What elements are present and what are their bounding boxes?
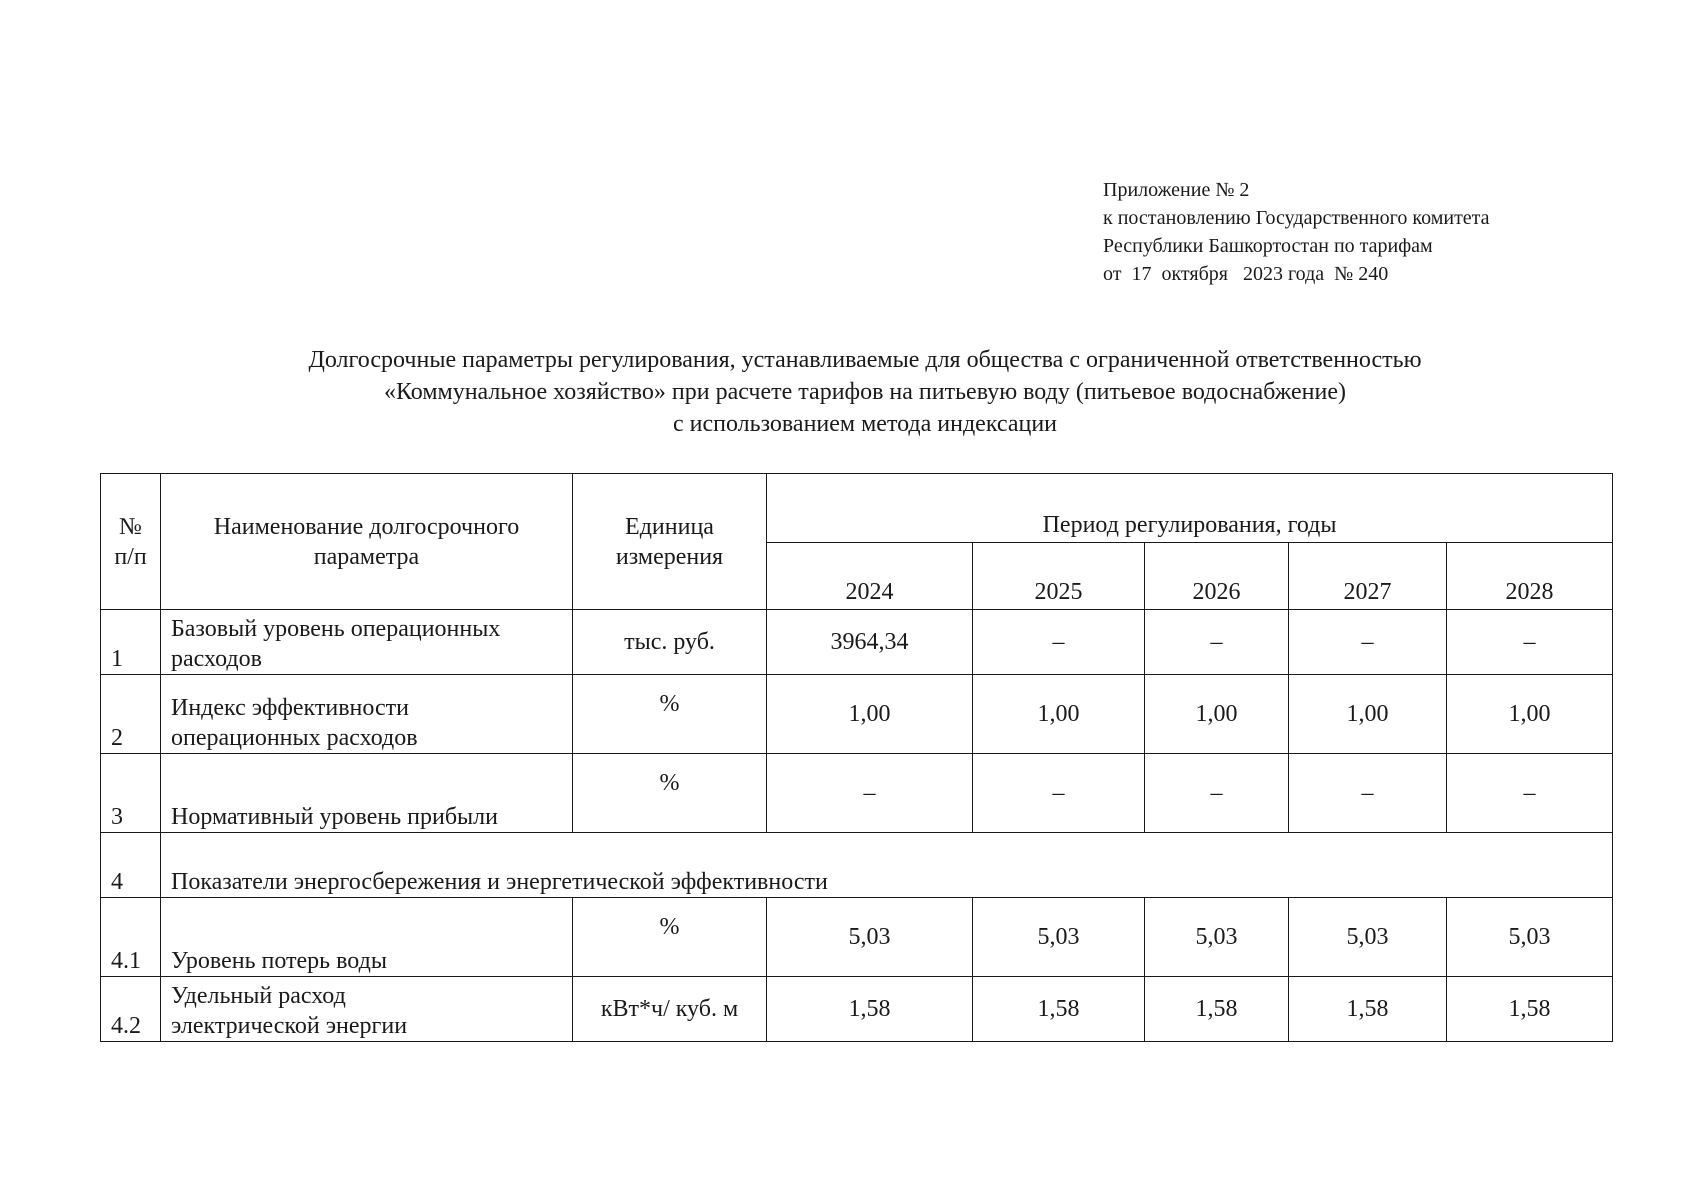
row-unit: % bbox=[573, 898, 767, 977]
row-parameter-name: Базовый уровень операционных расходов bbox=[161, 610, 573, 675]
header-year: 2026 bbox=[1145, 543, 1289, 610]
appendix-block bbox=[1103, 176, 1490, 288]
header-year: 2027 bbox=[1289, 543, 1447, 610]
row-value: 5,03 bbox=[1289, 898, 1447, 977]
header-year: 2024 bbox=[767, 543, 973, 610]
header-parameter-name: Наименование долгосрочного параметра bbox=[161, 474, 573, 610]
header-period: Период регулирования, годы bbox=[767, 474, 1613, 543]
row-number: 1 bbox=[101, 610, 161, 675]
row-value: 1,58 bbox=[973, 977, 1145, 1042]
row-value: – bbox=[1447, 754, 1613, 833]
parameters-table bbox=[100, 473, 1613, 1042]
row-value: 5,03 bbox=[973, 898, 1145, 977]
table-row bbox=[101, 675, 1613, 754]
row-value: 1,00 bbox=[973, 675, 1145, 754]
row-number: 4.1 bbox=[101, 898, 161, 977]
row-value: – bbox=[1145, 754, 1289, 833]
table-row bbox=[101, 610, 1613, 675]
appendix-line-3: Республики Башкортостан по тарифам bbox=[1103, 235, 1433, 257]
header-year: 2025 bbox=[973, 543, 1145, 610]
row-value: 1,58 bbox=[1289, 977, 1447, 1042]
row-value: 1,00 bbox=[767, 675, 973, 754]
row-value: 3964,34 bbox=[767, 610, 973, 675]
appendix-line-1: Приложение № 2 bbox=[1103, 179, 1250, 201]
row-value: 5,03 bbox=[1447, 898, 1613, 977]
table-row bbox=[101, 977, 1613, 1042]
row-value: – bbox=[1289, 610, 1447, 675]
row-value: 5,03 bbox=[1145, 898, 1289, 977]
row-unit: кВт*ч/ куб. м bbox=[573, 977, 767, 1042]
row-value: – bbox=[767, 754, 973, 833]
row-number: 3 bbox=[101, 754, 161, 833]
row-value: – bbox=[1145, 610, 1289, 675]
row-value: – bbox=[1289, 754, 1447, 833]
header-row-top bbox=[101, 474, 1613, 543]
row-value: 1,00 bbox=[1447, 675, 1613, 754]
row-value: 1,58 bbox=[1447, 977, 1613, 1042]
row-number: 2 bbox=[101, 675, 161, 754]
row-unit: % bbox=[573, 675, 767, 754]
row-parameter-name: Нормативный уровень прибыли bbox=[161, 754, 573, 833]
row-number: 4 bbox=[101, 833, 161, 898]
row-number: 4.2 bbox=[101, 977, 161, 1042]
row-value: 1,58 bbox=[1145, 977, 1289, 1042]
title-line-2: «Коммунальное хозяйство» при расчете тарифов на питьевую воду (питьевое водоснабжение) bbox=[383, 379, 1346, 405]
appendix-line-4: от 17 октября 2023 года № 240 bbox=[1103, 263, 1389, 285]
row-section-title: Показатели энергосбережения и энергетической эффективности bbox=[161, 833, 1613, 898]
row-unit: тыс. руб. bbox=[573, 610, 767, 675]
row-unit: % bbox=[573, 754, 767, 833]
row-value: – bbox=[973, 610, 1145, 675]
header-year: 2028 bbox=[1447, 543, 1613, 610]
table-row bbox=[101, 898, 1613, 977]
table-row bbox=[101, 754, 1613, 833]
row-parameter-name: Удельный расход электрической энергии bbox=[161, 977, 573, 1042]
row-value: 1,00 bbox=[1289, 675, 1447, 754]
row-parameter-name: Уровень потерь воды bbox=[161, 898, 573, 977]
row-value: 1,00 bbox=[1145, 675, 1289, 754]
header-unit: Единица измерения bbox=[573, 474, 767, 610]
header-number: № п/п bbox=[101, 474, 161, 610]
row-value: 1,58 bbox=[767, 977, 973, 1042]
title-line-1: Долгосрочные параметры регулирования, устанавливаемые для общества с ограниченной ответственностью bbox=[308, 347, 1422, 373]
document-title bbox=[100, 344, 1630, 440]
row-value: – bbox=[1447, 610, 1613, 675]
row-value: 5,03 bbox=[767, 898, 973, 977]
table-row bbox=[101, 833, 1613, 898]
row-value: – bbox=[973, 754, 1145, 833]
row-parameter-name: Индекс эффективности операционных расходов bbox=[161, 675, 573, 754]
appendix-line-2: к постановлению Государственного комитета bbox=[1103, 207, 1490, 229]
title-line-3: с использованием метода индексации bbox=[672, 411, 1058, 437]
